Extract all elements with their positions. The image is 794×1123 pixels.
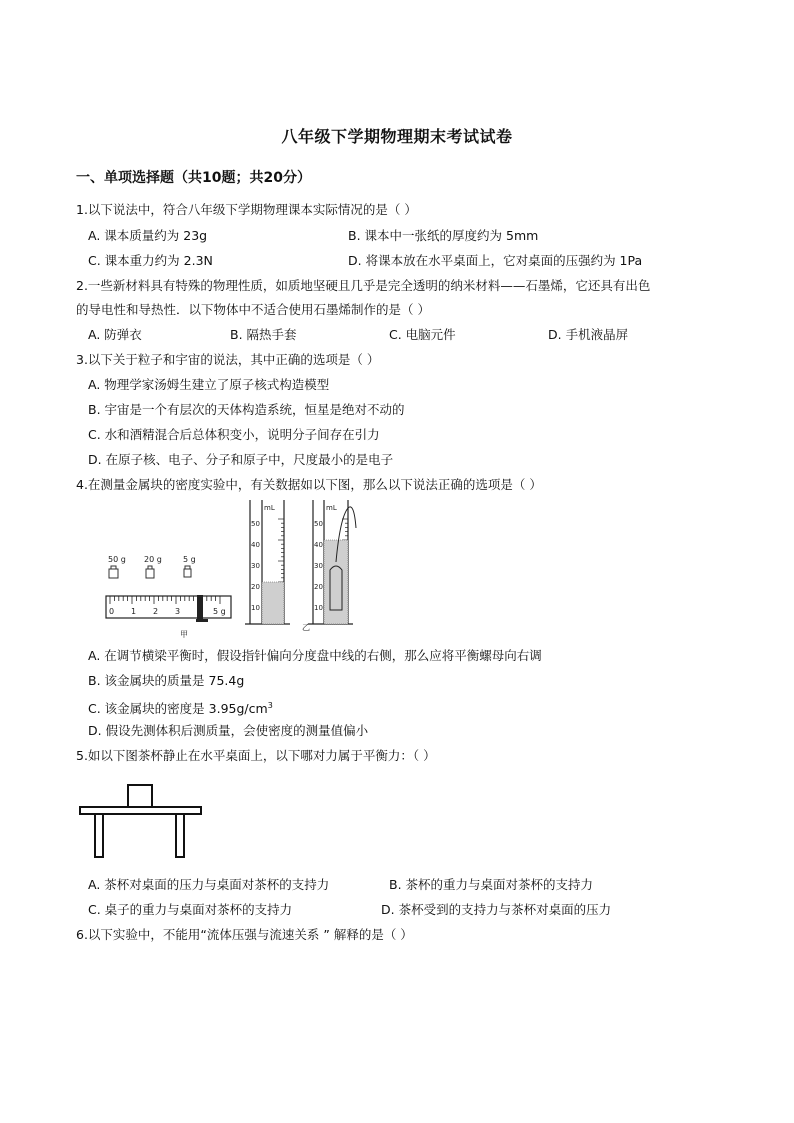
q4-option-c-text: C. 该金属块的密度是 3.95g/cm: [88, 701, 268, 717]
q5-option-b: B. 茶杯的重力与桌面对茶杯的支持力: [389, 877, 594, 892]
q4-figure: [100, 498, 370, 640]
q1-stem: 1.以下说法中，符合八年级下学期物理课本实际情况的是（ ）: [76, 202, 417, 217]
cylinder-1-water: [262, 582, 284, 624]
table-top-icon: [80, 807, 201, 814]
q4-option-a: A. 在调节横梁平衡时，假设指针偏向分度盘中线的右侧，那么应将平衡螺母向右调: [88, 648, 542, 663]
cylinder-2-water: [324, 540, 348, 624]
q4-stem: 4.在测量金属块的密度实验中，有关数据如以下图，那么以下说法正确的选项是（ ）: [76, 477, 542, 492]
q2-option-d: D. 手机液晶屏: [548, 327, 629, 342]
table-leg-right-icon: [176, 814, 184, 857]
cylinder-1-tick-40: 40: [251, 541, 260, 549]
cylinder-2-tick-10: 10: [314, 604, 323, 612]
cylinder-2-tick-50: 50: [314, 520, 323, 528]
weight-label-5g: 5 g: [183, 555, 196, 564]
cylinder-2-tick-40: 40: [314, 541, 323, 549]
q2-stem-line1: 2.一些新材料具有特殊的物理性质，如质地坚硬且几乎是完全透明的纳米材料——石墨烯，它还具有出色: [76, 278, 651, 293]
q3-option-a: A. 物理学家汤姆生建立了原子核式构造模型: [88, 377, 330, 392]
cylinder-1-unit: mL: [264, 504, 275, 512]
q4-option-b: B. 该金属块的质量是 75.4g: [88, 673, 245, 688]
section-heading: 一、单项选择题（共10题；共20分）: [76, 170, 311, 186]
q2-option-c: C. 电脑元件: [389, 327, 456, 342]
ruler-tick-3: 3: [175, 607, 181, 616]
ruler-tick-first: 0: [109, 607, 115, 616]
weight-20g-icon: [146, 566, 154, 578]
cylinder-1-tick-20: 20: [251, 583, 260, 591]
q2-stem-line2: 的导电性和导热性．以下物体中不适合使用石墨烯制作的是（ ）: [76, 302, 430, 317]
q2-option-a: A. 防弹衣: [88, 327, 142, 342]
q3-option-b: B. 宇宙是一个有层次的天体构造系统，恒星是绝对不动的: [88, 402, 405, 417]
q4-option-c: [88, 697, 273, 718]
q3-option-c: C. 水和酒精混合后总体积变小，说明分子间存在引力: [88, 427, 380, 442]
q5-option-d: D. 茶杯受到的支持力与茶杯对桌面的压力: [381, 902, 612, 917]
ruler-tick-5g: 5 g: [213, 607, 226, 616]
ruler-tick-1: 1: [131, 607, 137, 616]
weight-label-20g: 20 g: [144, 555, 162, 564]
cylinder-1-tick-30: 30: [251, 562, 260, 570]
cylinder-2-unit: mL: [326, 504, 337, 512]
ruler-tick-2: 2: [153, 607, 159, 616]
q5-option-a: A. 茶杯对桌面的压力与桌面对茶杯的支持力: [88, 877, 330, 892]
q4-option-c-sup: 3: [267, 701, 273, 710]
teacup-icon: [128, 785, 152, 807]
q4-option-d: D. 假设先测体积后测质量，会使密度的测量值偏小: [88, 723, 369, 738]
cylinder-1-tick-50: 50: [251, 520, 260, 528]
q1-option-d: D. 将课本放在水平桌面上，它对桌面的压强约为 1Pa: [348, 253, 643, 268]
q3-stem: 3.以下关于粒子和宇宙的说法，其中正确的选项是（ ）: [76, 352, 380, 367]
cylinder-1-tick-10: 10: [251, 604, 260, 612]
q6-stem: 6.以下实验中，不能用“流体压强与流速关系 ” 解释的是（ ）: [76, 927, 413, 942]
table-leg-left-icon: [95, 814, 103, 857]
weight-5g-icon: [184, 566, 191, 577]
q5-stem: 5.如以下图茶杯静止在水平桌面上，以下哪对力属于平衡力：（ ）: [76, 748, 436, 763]
q1-option-c: C. 课本重力约为 2.3N: [88, 253, 213, 268]
page-title: 八年级下学期物理期末考试试卷: [281, 127, 513, 146]
figure-label-yi: 乙: [302, 623, 310, 632]
figure-label-jia: 甲: [180, 630, 188, 639]
rider-icon: [197, 595, 203, 619]
q3-option-d: D. 在原子核、电子、分子和原子中，尺度最小的是电子: [88, 452, 394, 467]
q5-figure: [78, 782, 204, 860]
q1-option-a: A. 课本质量约为 23g: [88, 228, 208, 243]
q1-option-b: B. 课本中一张纸的厚度约为 5mm: [348, 228, 539, 243]
cylinder-2-tick-30: 30: [314, 562, 323, 570]
cylinder-2-tick-20: 20: [314, 583, 323, 591]
weight-50g-icon: [109, 566, 118, 578]
weight-label-50g: 50 g: [108, 555, 126, 564]
q2-option-b: B. 隔热手套: [230, 327, 297, 342]
q5-option-c: C. 桌子的重力与桌面对茶杯的支持力: [88, 902, 293, 917]
